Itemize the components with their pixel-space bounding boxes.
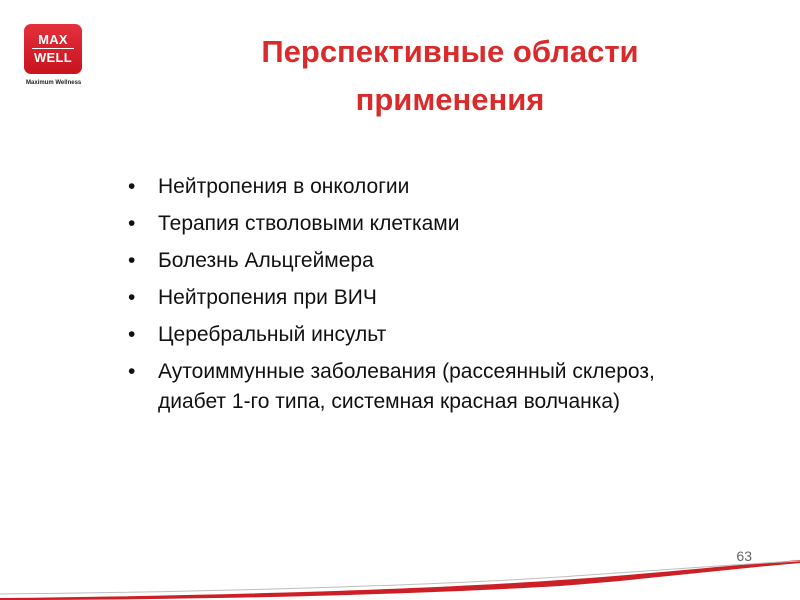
bullet-item xyxy=(128,283,688,313)
bullet-dot-icon: • xyxy=(128,286,136,309)
bullet-dot-icon: • xyxy=(128,249,136,272)
bullet-dot-icon: • xyxy=(128,175,136,198)
bullet-dot-icon: • xyxy=(128,212,136,235)
bullet-item xyxy=(128,172,688,202)
logo-tagline: Maximum Wellness xyxy=(26,80,82,86)
page-number: 63 xyxy=(736,548,752,564)
bullet-item xyxy=(128,246,688,276)
bullet-text: Аутоиммунные заболевания (рассеянный склероз, диабет 1-го типа, системная красная волчанка) xyxy=(158,360,655,413)
logo-text-max: MAX xyxy=(38,32,68,47)
footer-swoosh xyxy=(0,560,800,600)
bullet-text: Болезнь Альцгеймера xyxy=(158,249,374,272)
bullet-item xyxy=(128,209,688,239)
bullet-item xyxy=(128,357,688,417)
slide-title: Перспективные области применения xyxy=(261,34,639,117)
bullet-dot-icon: • xyxy=(128,323,136,346)
swoosh-red-stroke xyxy=(0,560,800,600)
bullet-item xyxy=(128,320,688,350)
bullet-text: Нейтропения в онкологии xyxy=(158,175,410,198)
logo-badge xyxy=(24,24,82,74)
maxwell-logo xyxy=(24,24,82,74)
logo-text-well: WELL xyxy=(33,50,73,65)
bullet-list xyxy=(128,172,688,424)
bullet-text: Терапия стволовыми клетками xyxy=(158,212,460,235)
bullet-dot-icon: • xyxy=(128,360,136,383)
logo-divider xyxy=(32,48,74,49)
bullet-text: Церебральный инсульт xyxy=(158,323,387,346)
bullet-text: Нейтропения при ВИЧ xyxy=(158,286,377,309)
